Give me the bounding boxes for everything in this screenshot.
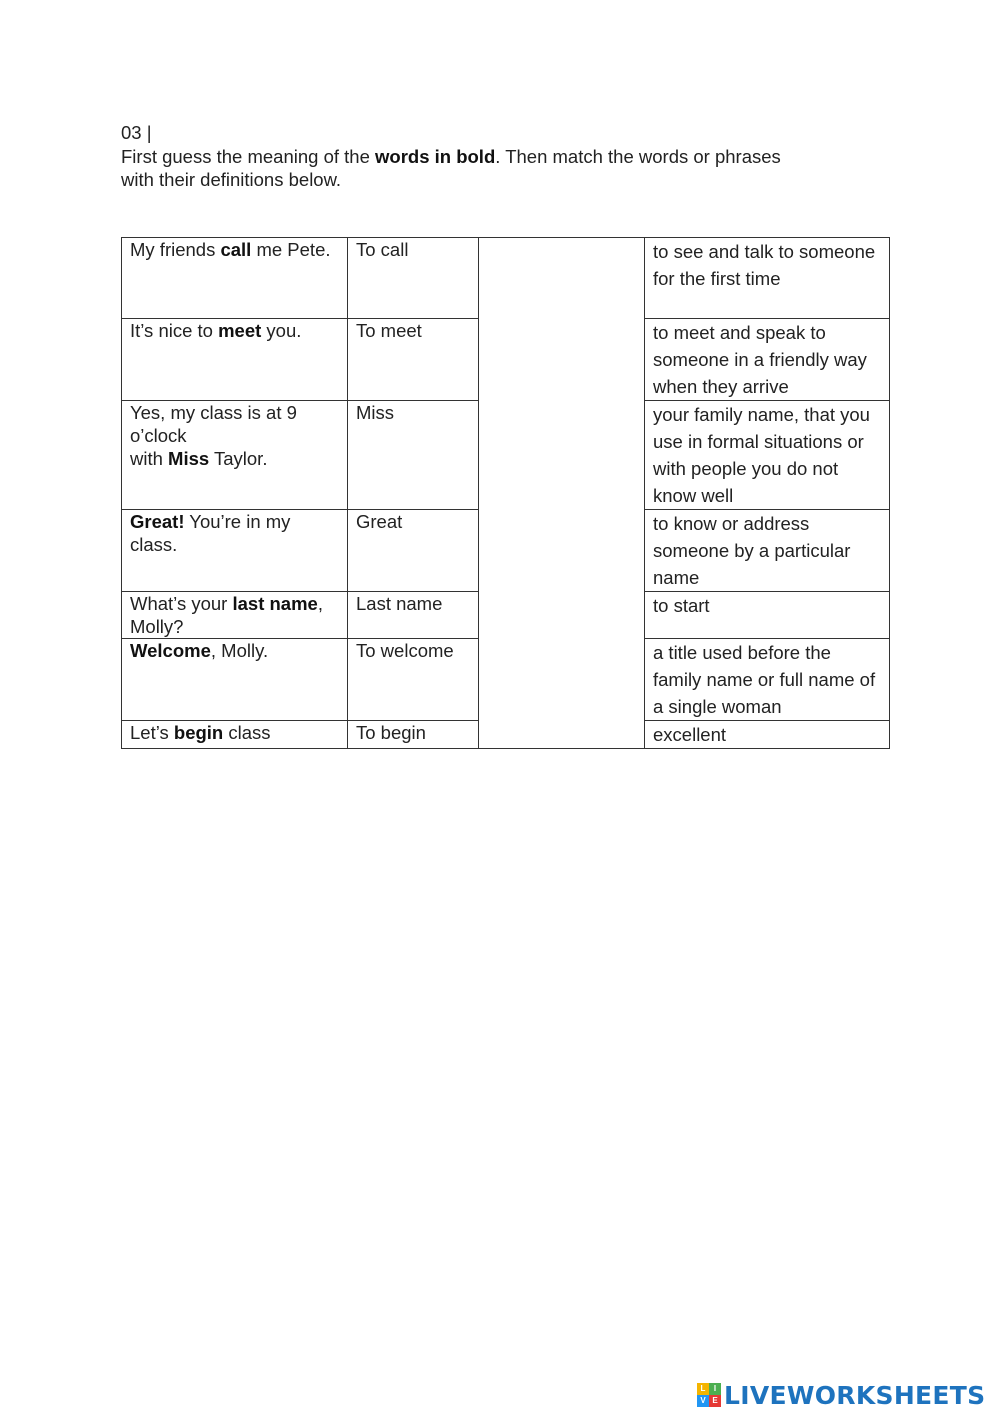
definition-cell[interactable]: to meet and speak to someone in a friendly way when they arrive	[645, 319, 890, 401]
word-cell[interactable]: To call	[348, 238, 479, 319]
instructions	[121, 121, 881, 192]
definition-cell[interactable]: a title used before the family name or full name of a single woman	[645, 639, 890, 721]
logo-mark-cell: E	[709, 1395, 721, 1407]
sentence-cell: Great! You’re in my class.	[122, 510, 348, 592]
exercise-number: 03 |	[121, 122, 152, 143]
logo-mark-cell: V	[697, 1395, 709, 1407]
table-row	[122, 238, 890, 319]
definition-cell[interactable]: excellent	[645, 721, 890, 749]
definition-cell[interactable]: your family name, that you use in formal situations or with people you do not know well	[645, 401, 890, 510]
instruction-text: First guess the meaning of the words in bold. Then match the words or phrases with their definitions below.	[121, 145, 781, 190]
definition-cell[interactable]: to see and talk to someone for the first time	[645, 238, 890, 319]
sentence-cell: Let’s begin class	[122, 721, 348, 749]
logo-text: LIVEWORKSHEETS	[724, 1380, 986, 1410]
logo-mark-cell: I	[709, 1383, 721, 1395]
sentence-cell: My friends call me Pete.	[122, 238, 348, 319]
matching-table	[121, 237, 890, 749]
sentence-cell: It’s nice to meet you.	[122, 319, 348, 401]
sentence-cell: Yes, my class is at 9 o’clock with Miss Taylor.	[122, 401, 348, 510]
word-cell[interactable]: Last name	[348, 592, 479, 639]
sentence-cell: What’s your last name, Molly?	[122, 592, 348, 639]
word-cell[interactable]: Miss	[348, 401, 479, 510]
word-cell[interactable]: To begin	[348, 721, 479, 749]
logo-mark-cell: L	[697, 1383, 709, 1395]
logo-mark-icon	[697, 1383, 721, 1407]
word-cell[interactable]: Great	[348, 510, 479, 592]
word-cell[interactable]: To welcome	[348, 639, 479, 721]
definition-cell[interactable]: to start	[645, 592, 890, 639]
definition-cell[interactable]: to know or address someone by a particular name	[645, 510, 890, 592]
instruction-bold: words in bold	[375, 145, 496, 167]
word-cell[interactable]: To meet	[348, 319, 479, 401]
sentence-cell: Welcome, Molly.	[122, 639, 348, 721]
answer-column[interactable]	[479, 238, 645, 749]
liveworksheets-logo[interactable]	[697, 1380, 985, 1410]
